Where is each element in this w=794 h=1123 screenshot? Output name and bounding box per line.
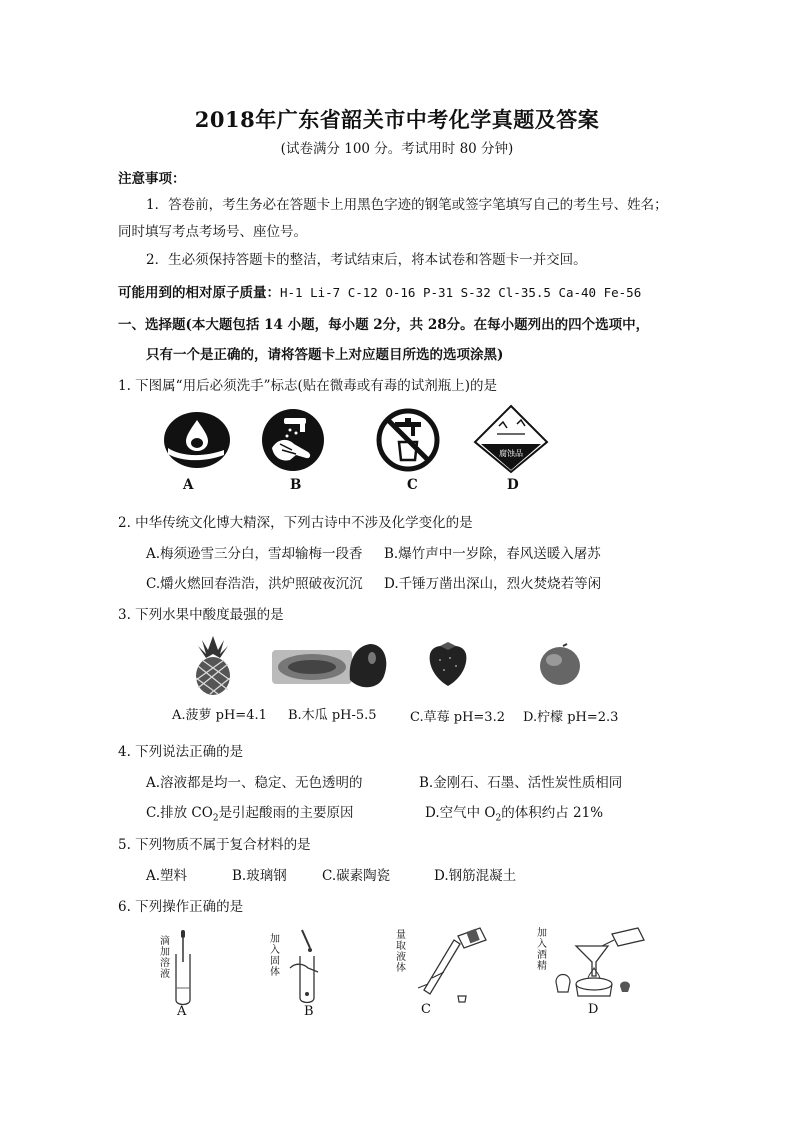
q5-option-a: A.塑料: [146, 868, 188, 884]
q1-sign-d: [473, 404, 549, 474]
section1-line1: 一、选择题(本大题包括 14 小题，每小题 2分，共 28分。在每小题列出的四个选项中，: [118, 317, 650, 333]
q3-option-a: A.菠萝 pH=4.1: [172, 708, 267, 723]
q4-option-b: B.金刚石、石墨、活性炭性质相同: [419, 775, 623, 791]
page-subtitle: (试卷满分 100 分。考试用时 80 分钟): [280, 141, 514, 157]
q5-option-c: C.碳素陶瓷: [322, 868, 391, 884]
q6-figure-c: [410, 924, 490, 1008]
atomic-mass-label: 可能用到的相对原子质量：: [118, 285, 280, 301]
q1-stem: 1. 下图属“用后必须洗手”标志(贴在微毒或有毒的试剂瓶上)的是: [118, 378, 498, 394]
q2-option-b: B.爆竹声中一岁除，春风送暖入屠苏: [384, 546, 601, 562]
q6-label-a: A: [177, 1004, 187, 1019]
atomic-mass-line: [118, 281, 641, 301]
q6-label-b: B: [304, 1004, 314, 1019]
notice-item1-line2: 同时填写考点考场号、座位号。: [118, 224, 307, 240]
section1-line2: 只有一个是正确的，请将答题卡上对应题目所选的选项涂黑): [146, 347, 504, 363]
q6-label-c: C: [421, 1002, 431, 1017]
q6-stem: 6. 下列操作正确的是: [118, 899, 244, 915]
q2-option-c: C.爝火燃回春浩浩，洪炉照破夜沉沉: [146, 576, 363, 592]
q1-sign-d-text: 腐蚀品: [499, 449, 523, 458]
page-title: 2018年广东省韶关市中考化学真题及答案: [194, 107, 600, 132]
q1-sign-c: [375, 408, 441, 472]
q1-sign-a: [162, 410, 232, 470]
q6-figure-b: [284, 928, 332, 1008]
q6-caption-d: 加入酒精: [537, 928, 547, 972]
q3-papaya-image: [272, 640, 390, 692]
q1-label-a: A: [183, 477, 194, 493]
q3-option-b: B.木瓜 pH-5.5: [288, 708, 377, 723]
atomic-mass-values: H-1 Li-7 C-12 O-16 P-31 S-32 Cl-35.5 Ca-40 Fe-56: [280, 285, 642, 300]
q2-option-a: A.梅须逊雪三分白，雪却输梅一段香: [146, 546, 363, 562]
q3-strawberry-image: [426, 640, 470, 688]
q2-option-d: D.千锤万凿出深山，烈火焚烧若等闲: [384, 576, 602, 592]
q6-figure-d: [548, 922, 658, 1006]
q1-label-d: D: [507, 477, 519, 493]
q3-option-d: D.柠檬 pH=2.3: [523, 710, 619, 725]
q1-sign-b: [260, 408, 326, 472]
q1-label-c: C: [407, 477, 418, 493]
q3-pineapple-image: [188, 634, 238, 696]
q3-option-c: C.草莓 pH=3.2: [410, 710, 505, 725]
q6-figure-a: [172, 928, 194, 1008]
q4-option-d: D.空气中 $O_2$的体积约占 21%: [425, 805, 604, 824]
q5-stem: 5. 下列物质不属于复合材料的是: [118, 837, 311, 853]
notice-item1-line1: 1．答卷前，考生务必在答题卡上用黑色字迹的钢笔或签字笔填写自己的考生号、姓名；: [146, 197, 668, 213]
q3-stem: 3. 下列水果中酸度最强的是: [118, 607, 284, 623]
q4-option-c: C.排放 $CO_2$是引起酸雨的主要原因: [146, 805, 354, 824]
notice-item2: 2．生必须保持答题卡的整洁，考试结束后，将本试卷和答题卡一并交回。: [146, 252, 587, 268]
q5-option-d: D.钢筋混凝土: [434, 868, 517, 884]
q6-caption-a: 滴加溶液: [160, 936, 170, 980]
q6-caption-c: 量取液体: [396, 930, 406, 974]
q3-lemon-image: [537, 642, 583, 688]
notice-heading: 注意事项：: [118, 171, 186, 187]
q4-option-a: A.溶液都是均一、稳定、无色透明的: [146, 775, 363, 791]
q6-caption-b: 加入固体: [270, 934, 280, 978]
q1-label-b: B: [290, 477, 302, 493]
q6-label-d: D: [588, 1002, 599, 1017]
q5-option-b: B.玻璃钢: [232, 868, 287, 884]
q4-stem: 4. 下列说法正确的是: [118, 744, 244, 760]
q2-stem: 2. 中华传统文化博大精深，下列古诗中不涉及化学变化的是: [118, 515, 473, 531]
